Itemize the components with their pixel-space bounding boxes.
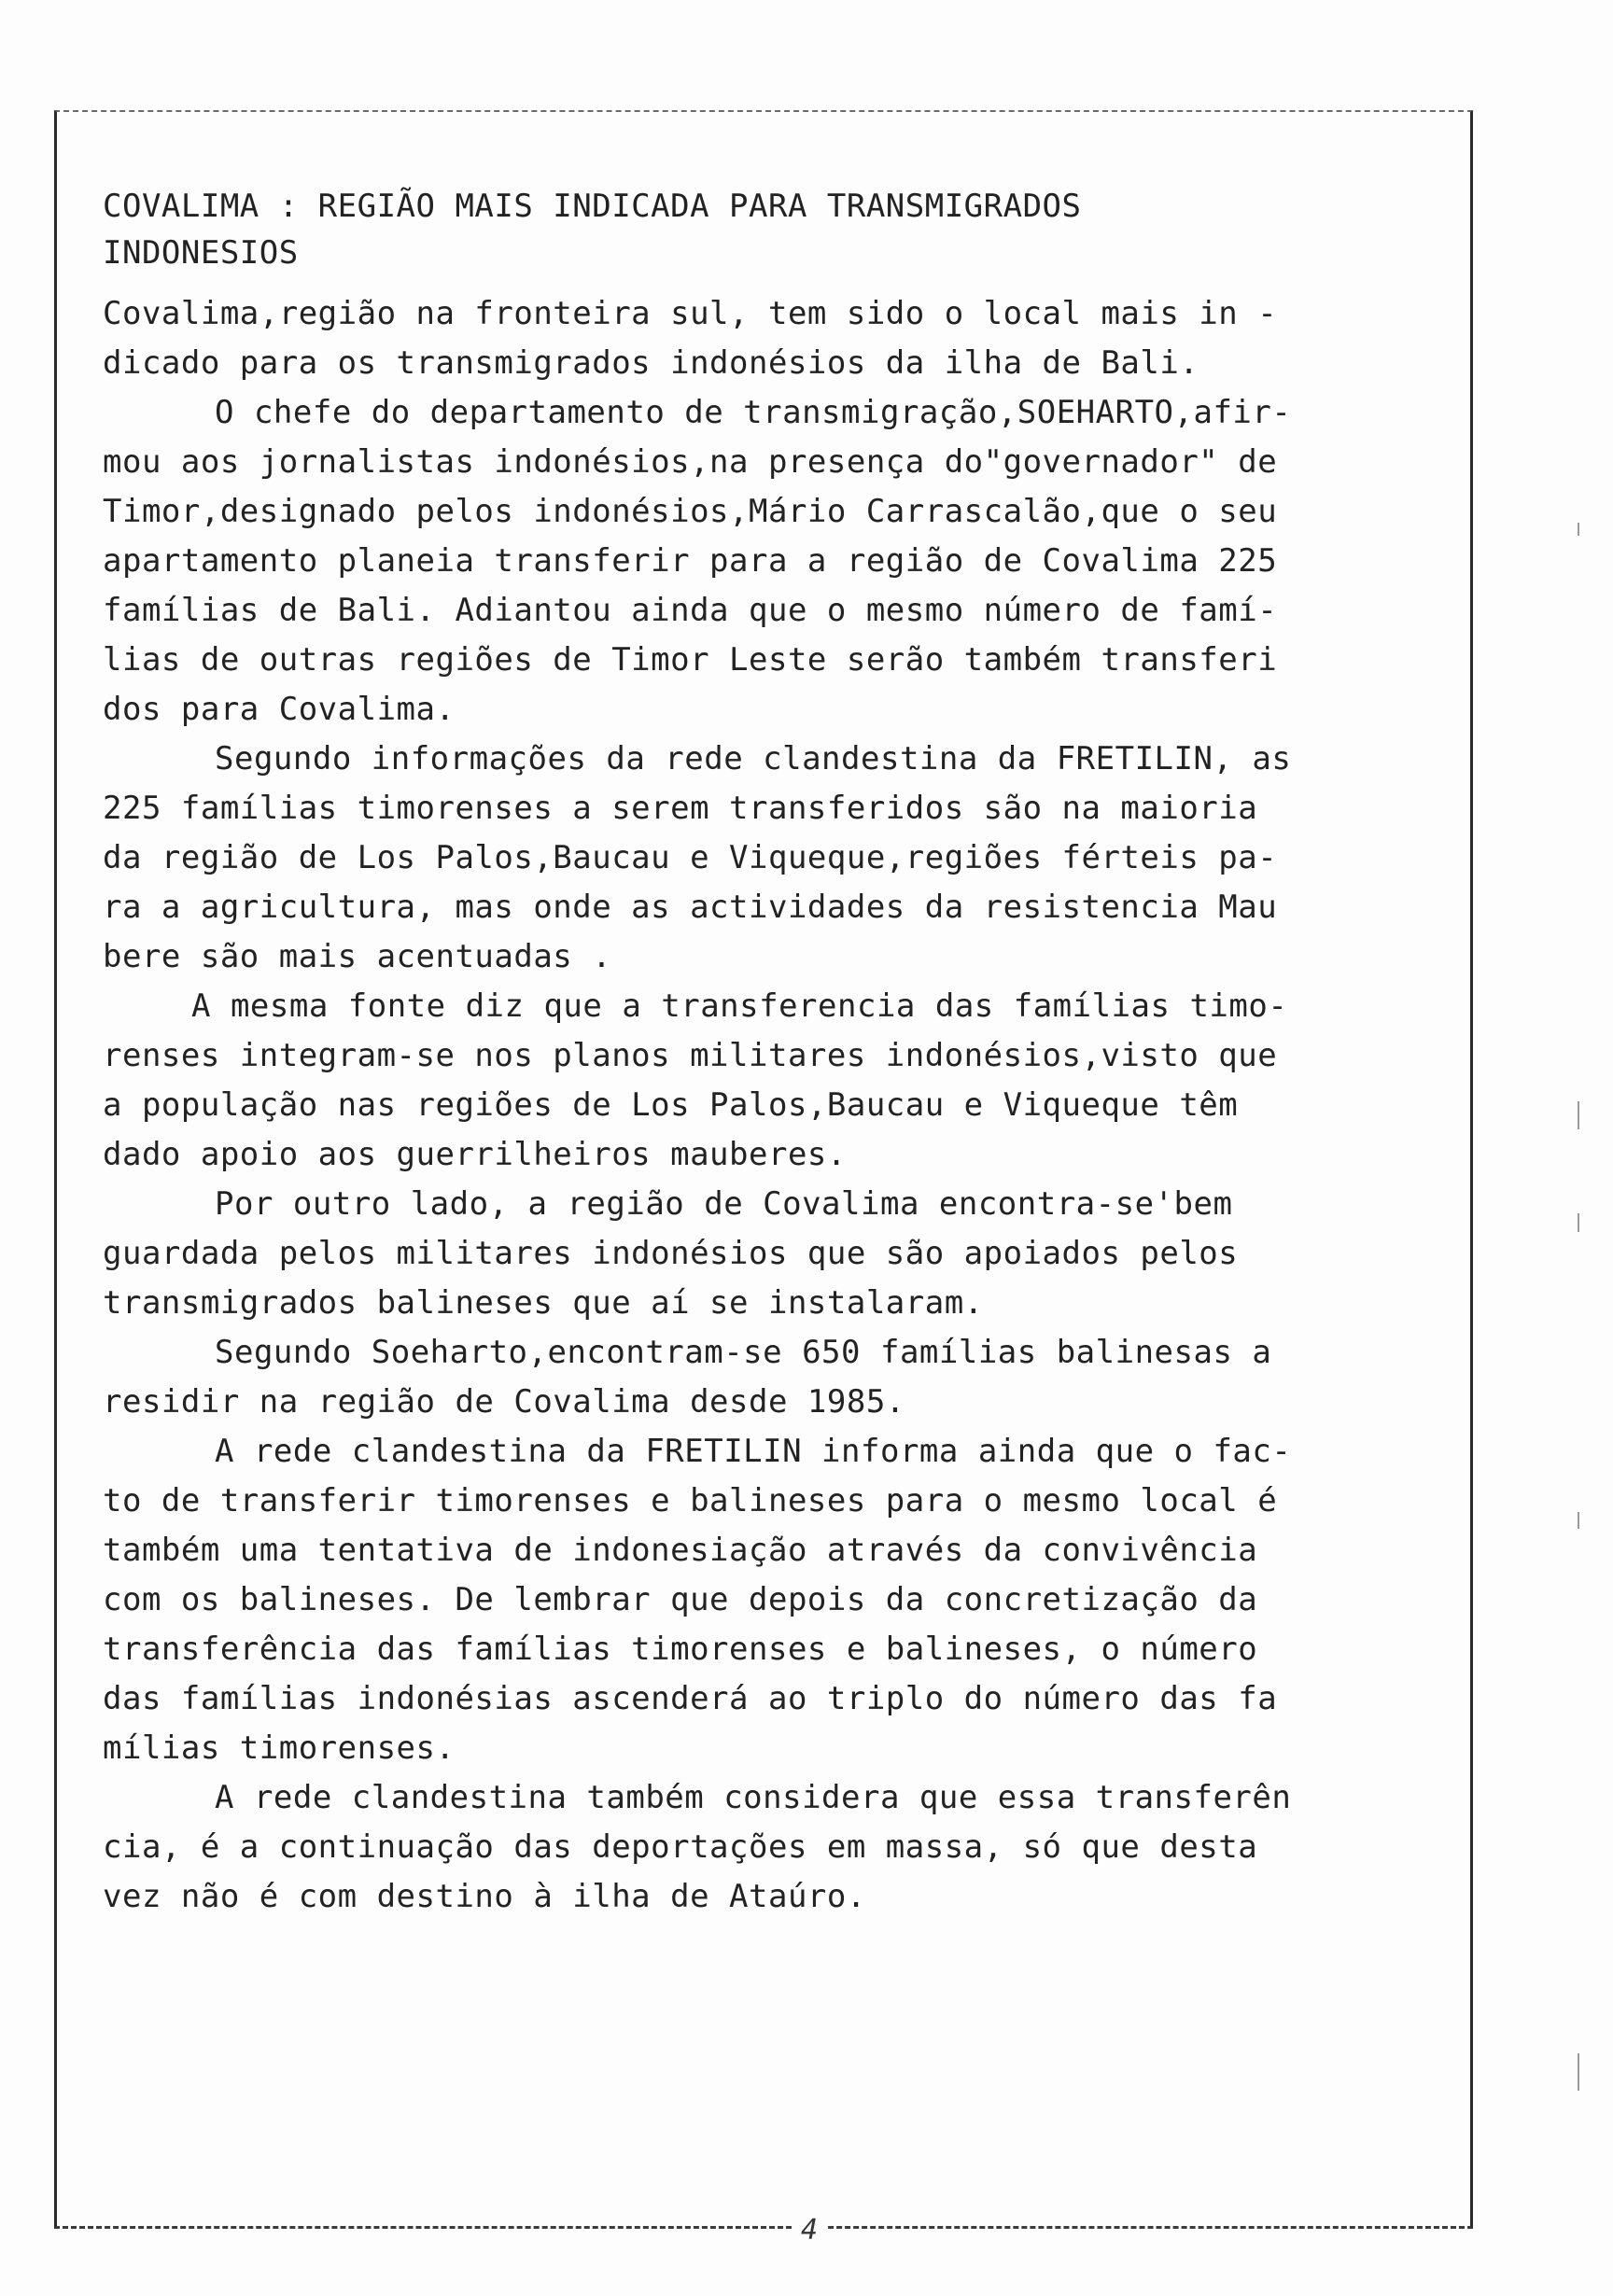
paragraph-3: Segundo informações da rede clandestina da FRETILIN, as 225 famílias timorenses a serem transferidos são na maioria da região de Los Palos,Baucau e Viqueque,regiões férteis pa- ra a agricultura, mas onde as actividades da resistencia Mau bere são mais acentuadas . [103,740,1292,975]
paragraph-2: O chefe do departamento de transmigração,SOEHARTO,afir- mou aos jornalistas indonésios,na presença do"governador" de Timor,designado pelos indonésios,Mário Carrascalão,que o seu apartamento planeia transferir para a região de Covalima 225 famílias de Bali. Adiantou ainda que o mesmo número de famí- lias de outras regiões de Timor Leste serão também transferi dos para Covalima. [103,394,1292,728]
scan-speck [1578,2053,1579,2091]
paragraph-5: Por outro lado, a região de Covalima encontra-se'bem guardada pelos militares indonésios que são apoiados pelos transmigrados balineses que aí se instalaram. [103,1185,1239,1322]
scan-speck [1578,1512,1579,1529]
page-number: 4 [792,2214,827,2247]
scan-speck [1578,523,1579,536]
paragraph-8: A rede clandestina também considera que essa transferên cia, é a continuação das deportações em massa, só que desta vez não é com destino à ilha de Ataúro. [103,1779,1292,1915]
paragraph-7: A rede clandestina da FRETILIN informa ainda que o fac- to de transferir timorenses e balineses para o mesmo local é também uma tentativa de indonesiação através da convivência com os balineses. De lembrar que depois da concretização da transferência das famílias timorenses e balineses, o número das famílias indonésias ascenderá ao triplo do número das fa mílias timorenses. [103,1433,1292,1767]
document-title: COVALIMA : REGIÃO MAIS INDICADA PARA TRANSMIGRADOS INDONESIOS [103,188,1082,272]
paragraph-4: A mesma fonte diz que a transferencia das famílias timo- renses integram-se nos planos militares indonésios,visto que a população nas regiões de Los Palos,Baucau e Viqueque têm dado apoio aos guerrilheiros mauberes. [103,987,1288,1173]
paragraph-1: Covalima,região na fronteira sul, tem sido o local mais in - dicado para os transmigrados indonésios da ilha de Bali. [103,295,1278,382]
scan-speck [1578,1101,1579,1129]
scan-speck [1578,1213,1579,1232]
document-body [103,183,1428,1922]
paragraph-6: Segundo Soeharto,encontram-se 650 famílias balinesas a residir na região de Covalima desde 1985. [103,1334,1272,1421]
